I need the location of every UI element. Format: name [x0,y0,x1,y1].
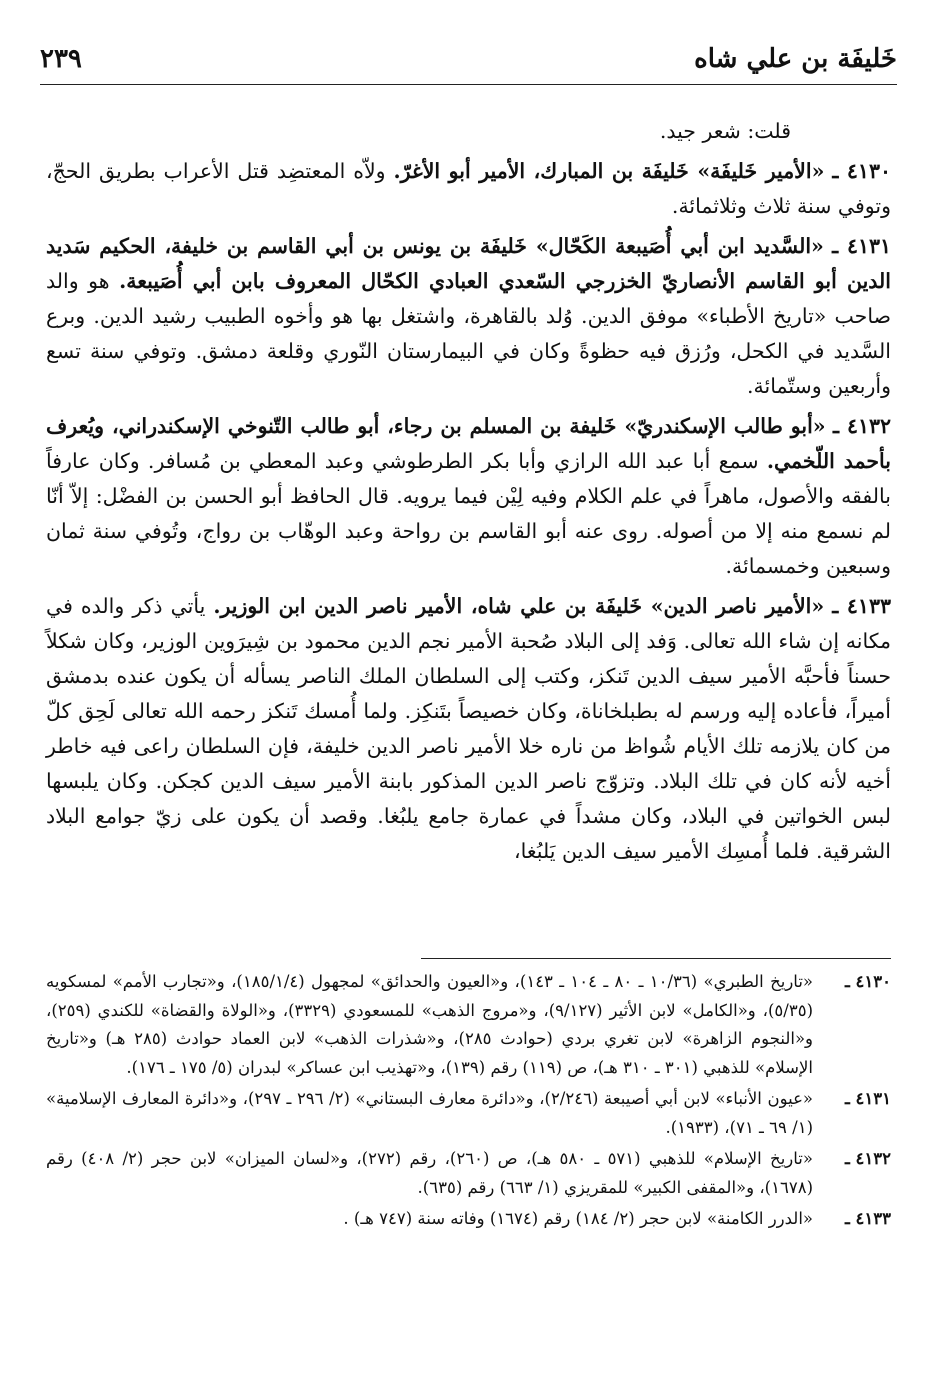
entry-number: ٤١٣٠ ـ [832,159,891,183]
footnote-text: «الدرر الكامنة» لابن حجر (٢/ ١٨٤) رقم (١٦٧٤) وفاته سنة (٧٤٧ هـ) . [343,1209,813,1228]
header-title: خَليفَة بن علي شاه [694,44,897,74]
footnote-number: ٤١٣٢ ـ [844,1149,891,1168]
footnote-4132 [46,1145,891,1202]
entry-heading: «الأمير ناصر الدين» خَليفَة بن علي شاه، الأمير ناصر الدين ابن الوزير. [213,594,825,618]
entry-text: يأتي ذكر والده في مكانه إن شاء الله تعالى. وَفد إلى البلاد صُحبة الأمير نجم الدين محمود بن شِيرَوين الوزير، وكان شكلاً حسناً فأحبَّه الأمير سيف الدين تَنكز، وكتب إلى السلطان الملك الناصر يسأله أن يكون عنده بدمشق أميراً، فأعاده إليه ورسم له بطبلخاناة، وكان خصيصاً بتَنكِز. ولما أُمسك تَنكز رحمه الله تعالى لَحِق كلّ من كان يلازمه تلك الأيام شُواظ من ناره خلا الأمير ناصر الدين خليفة، فإن السلطان راعى فيه خاطر أخيه لأنه كان في تلك البلاد. وتزوّج ناصر الدين المذكور بابنة الأمير سيف الدين كجكن. وكان يلبسها لبس الخواتين في البلاد، وكان مشداً في عمارة جامع يلبُغا. وقصد أن يكون على زيّ جوامع البلاد الشرقية. فلما أُمسِك الأمير سيف الدين يَلبُغا، [46,594,891,863]
footnote-text: «عيون الأنباء» لابن أبي أصيبعة (٢/٢٤٦)، و«دائرة معارف البستاني» (٢/ ٢٩٦ ـ ٢٩٧)، و«دائرة المعارف الإسلامية» (١/ ٦٩ ـ ٧١)، (١٩٣٣). [46,1089,814,1137]
page-number: ٢٣٩ [40,44,82,74]
entry-text: هو والد صاحب «تاريخ الأطباء» موفق الدين. وُلد بالقاهرة، واشتغل بها هو وأخوه الطبيب رشيد الدين. وبرع السَّديد في الكحل، ورُزق فيه حظوةً وكان في البيمارستان النّوري وقلعة دمشق. وتوفي سنة تسع وأربعين وستّمائة. [46,269,891,398]
entry-number: ٤١٣٢ ـ [832,414,891,438]
footnote-separator [421,958,891,959]
entry-text: سمع أبا عبد الله الرازي وأبا بكر الطرطوشي وعبد المعطي بن مُسافر. وكان عارفاً بالفقه والأصول، ماهراً في علم الكلام وفيه لِيْن فيما يرويه. قال الحافظ أبو الحسن بن الفضْل: إلاّ أنّا لم نسمع منه إلا من أصوله. روى عنه أبو القاسم بن رواحة وعبد الوهّاب بن رواج، وتُوفي سنة ثمان وسبعين وخمسمائة. [46,449,891,578]
entry-4130 [46,154,891,224]
footnote-number: ٤١٣٣ ـ [844,1209,891,1228]
entry-4132 [46,409,891,584]
entry-heading: «الأمير خَليفَة» خَليفَة بن المبارك، الأمير أبو الأغرّ. [393,159,825,183]
footnote-4130 [46,968,891,1082]
entry-number: ٤١٣٣ ـ [832,594,891,618]
footnote-number: ٤١٣١ ـ [844,1089,891,1108]
footnote-number: ٤١٣٠ ـ [844,972,891,991]
footnote-4133 [46,1205,891,1234]
main-text [46,114,891,874]
footnote-4131 [46,1085,891,1142]
quote-line: قلت: شعر جيد. [659,119,791,143]
footnote-text: «تاريخ الطبري» (١٠/٣٦ ـ ٨٠ ـ ١٠٤ ـ ١٤٣)، و«العيون والحدائق» لمجهول (١٨٥/١/٤)، و«تجارب الأمم» لمسكويه (٥/٣٥)، و«الكامل» لابن الأثير (٩/١٢٧)، و«مروج الذهب» للمسعودي (٣٣٢٩)، و«الولاة والقضاة» للكندي (٢٥٩)، و«النجوم الزاهرة» لابن تغري بردي (حوادث ٢٨٥)، و«شذرات الذهب» لابن العماد حوادث (٢٨٥ هـ) و«تاريخ الإسلام» للذهبي (٣٠١ ـ ٣١٠ هـ)، ص (١١٩) رقم (١٣٩)، و«تهذيب ابن عساكر» لبدران (٥/ ١٧٥ ـ ١٧٦). [46,972,814,1077]
footnote-text: «تاريخ الإسلام» للذهبي (٥٧١ ـ ٥٨٠ هـ)، ص (٢٦٠)، رقم (٢٧٢)، و«لسان الميزان» لابن حجر (٢/ ٤٠٨) رقم (١٦٧٨)، و«المقفى الكبير» للمقريزي (١/ ٦٦٣) رقم (٦٣٥). [46,1149,813,1197]
running-header [40,40,897,85]
entry-heading: «السَّديد ابن أبي أُصَيبعة الكَحّال» خَليفَة بن يونس بن أبي القاسم بن خليفة، الحكيم سَديد الدين أبو القاسم الأنصاريّ الخزرجي السّعدي العبادي الكحّال المعروف بابن أبي أُصَيبعة. [46,234,891,293]
footnotes [46,968,891,1237]
entry-number: ٤١٣١ ـ [832,234,891,258]
entry-text: ولاّه المعتضِد قتل الأعراب بطريق الحجّ، وتوفي سنة ثلاث وثلاثمائة. [46,159,891,218]
entry-heading: «أبو طالب الإسكندريّ» خَليفة بن المسلم بن رجاء، أبو طالب التّنوخي الإسكندراني، ويُعرف بأحمد اللّخمي. [46,414,891,473]
entry-4131 [46,229,891,404]
entry-4133 [46,589,891,869]
